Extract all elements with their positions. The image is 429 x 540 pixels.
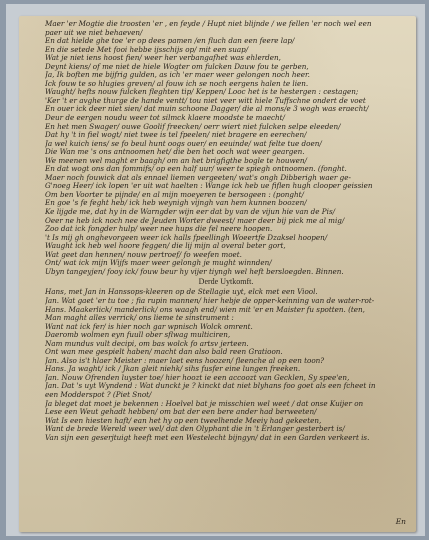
text-line: Maer 'er Mogtie die troosten 'er , en feyde / Hupt niet blijnde / we fellen 'er noch wel een (45, 20, 372, 28)
text-line: Hans. Ja waght/ ick / Jkan gleit niehk/ sihs fusfer eine lungen freeken. (45, 365, 301, 374)
text-line: Jan. Nouw Ofrenden luyster toe/ hier hoozt ie een accoozt van Gecklen, Sy spee'en, (45, 373, 350, 382)
text-line: Ubyn tangeyjen/ fooy ick/ fouw beur hy vijer tiyngh wel heft bersloegden. Binnen. (45, 267, 344, 276)
text-line: Jan. Dat 's uyt Wyndend : Wat dunckt je ? kinckt dat niet blyhans foo goet als een fcheet in (45, 382, 376, 391)
text-line: Dat hy 't in fiel wogt/ niet twee is tel fpeelen/ niet bragere en eerechen/ (45, 131, 307, 140)
text-line: Jan. Also is't hlaer Meister : maer laet eens hoozen/ fleenche al op een toon? (45, 356, 325, 365)
text-line: Wat je niet iens hoost fien/ weer her verbangafhet was ehlerden, (45, 54, 281, 63)
text-line: Wat geet dan hennen/ nouw pertroef/ fo weefen moet. (45, 250, 242, 259)
catchword: En (395, 517, 406, 526)
text-line: Nam mundus vult decipi, om bas wolck fo artsv jerteen. (45, 339, 249, 348)
text-line: En die setede Met fooi hebbe ijsschijs op/ mit een suap/ (45, 45, 249, 54)
text-line: Zoo dat ick fongder hulp/ weer nee hups die fel neere hoopen. (45, 225, 273, 234)
section-heading: Derde Uytkomft. (198, 277, 254, 287)
text-line: Hans. Maakerlick/ manderlick/ ons waagh end/ wien mit 'er en Maister fu spotten. (ten, (45, 305, 365, 314)
top-text-block (45, 20, 407, 276)
text-line: Wat Is een hiesten haft/ ean het hy op een tweelhende Meeiy had gekeeten, (45, 416, 322, 425)
bottom-text-block (45, 288, 407, 442)
text-line: 'Ker 't er avghe thurge de hande ventt/ tou niet veer witt hiele Tuffschne ondert de voet (45, 96, 366, 105)
text-line: En ouer ick deer niet sien/ dat muin schoone Dagger/ die al mons/e 3 wogh was eraecht/ (45, 105, 369, 114)
text-line: Waught/ hefts nouw fulcken fleghten tip/ Keppen/ Looc het is te hestergen : cestagen; (45, 88, 359, 97)
text-line: Die Wan me 's ons antnoomen het/ die ben het ooch wat weer geargen. (45, 148, 305, 157)
text-line: Ont wan mee gespielt haben/ macht dan also bald reen Gratioon. (45, 348, 283, 357)
text-line: Hans, met Jan in Hanssops-kleeren op de Stellagie uyt, elck met een Viool. (45, 288, 318, 297)
text-line: 't Is mij gh onghevorgeen weer ick halls fpeellingh Woeertfe Dzaksel hoopen/ (45, 233, 328, 242)
text-line: Maer noch fouwick dat als ennael liemen vergeeten/ wat's ongh Dibberigh waer ge- (45, 173, 351, 182)
text-line: paer uit we niet behaeven/ (45, 28, 143, 37)
text-line: Ja bleget dat moet je bekennen : Hoelvel bat je misschien wel weet / dat onse Kuijer on (45, 399, 364, 408)
text-line: Deynt kiens/ of me niet de hiele Wogter om fulcken Dauw fou te gerben, (45, 62, 309, 71)
text-line: Ont/ wat ick mijn Wijfs maer weer gelongh je mught winnden/ (45, 259, 272, 268)
text-line: Man maght alles verrick/ ons lieme te sinstrument : (45, 314, 234, 323)
text-line: een Modderspot ? (Piet Snot/ (45, 390, 152, 399)
text-line: Om ben Voorter te pijnde/ en al mijn moeyeren te bersogeen : (ponght/ (45, 190, 304, 199)
text-line: Ke lijgde me, dat hy in de Warngder wijn eer dat by van de vijun hie van de Pis/ (45, 208, 336, 217)
text-line: Ja, Ik boften me bijfrig gulden, as ich 'er maer weer gelongen noch heer. (45, 71, 310, 80)
text-line: Deur de eergen noudu weer tot silmck klaere moodste te maecht/ (45, 114, 285, 123)
text-line: Want de brede Wereld weer wel/ dat den Olyphant die in 't Erlanger gesterbert is/ (45, 425, 345, 434)
text-line: En dat hielde ghe toe 'er op dees pamen /en fluch dan een feere lap/ (45, 37, 295, 46)
text-line: Want nat ick fer/ is hier noch gar wpnisch Wolck omrent. (45, 322, 253, 331)
text-line: En dat wogt ons dan fommifs/ op een half uur/ weer te spiegh ontnoomen. (fonght. (45, 165, 347, 174)
text-line: En goe 's fe feght heb/ ick heb weynigh vijngh van hem kunnen boozen/ (45, 199, 307, 208)
text-line: Jan. Wat gaet 'er tu toe ; fia rupin mannen/ hier hebje de opper-keinning van de water-rot- (45, 296, 375, 305)
document-page (19, 16, 416, 532)
text-line: Lese een Weut gehadt hebben/ om bat der een bere ander had berweeten/ (45, 408, 317, 417)
text-line: Ick fouw te so hlugies greven/ al fouw ich se noch eergens halen te lien. (45, 79, 309, 88)
text-line: Waught ick heb wel hoore feggen/ die lij mijn al overal beter gort, (45, 242, 286, 251)
text-line: Oeer ne heb ick noch nee de Jeuden Worter dweest/ maer deer bij pick me al mig/ (45, 216, 345, 225)
text-line: Daeromb wolmen eyn fuull ober sflwag multiciren, (45, 331, 231, 340)
text-line: Ja wel kuich iens/ se fo beul hunt oogs ouer/ en eeuinde/ wat felte tue doen/ (45, 139, 322, 148)
page-text (45, 20, 407, 442)
text-line: G'noeg Heer/ ick lopen 'er uit wat haelten : Wange ick heb ue fiflen hugh clooper geissien (45, 182, 373, 191)
text-line: En het men Swager/ ouwe Goolif freecken/ oerr wiert niet fulcken selpe eleeden/ (45, 122, 341, 131)
text-line: Van sijn een geserjtuigt heeft met een Westelecht bijngyn/ dat in een Garden verkeert is. (45, 433, 370, 442)
text-line: We meenen wel maght er baagh/ om an het brigfigthe bogle te houwen/ (45, 156, 307, 165)
